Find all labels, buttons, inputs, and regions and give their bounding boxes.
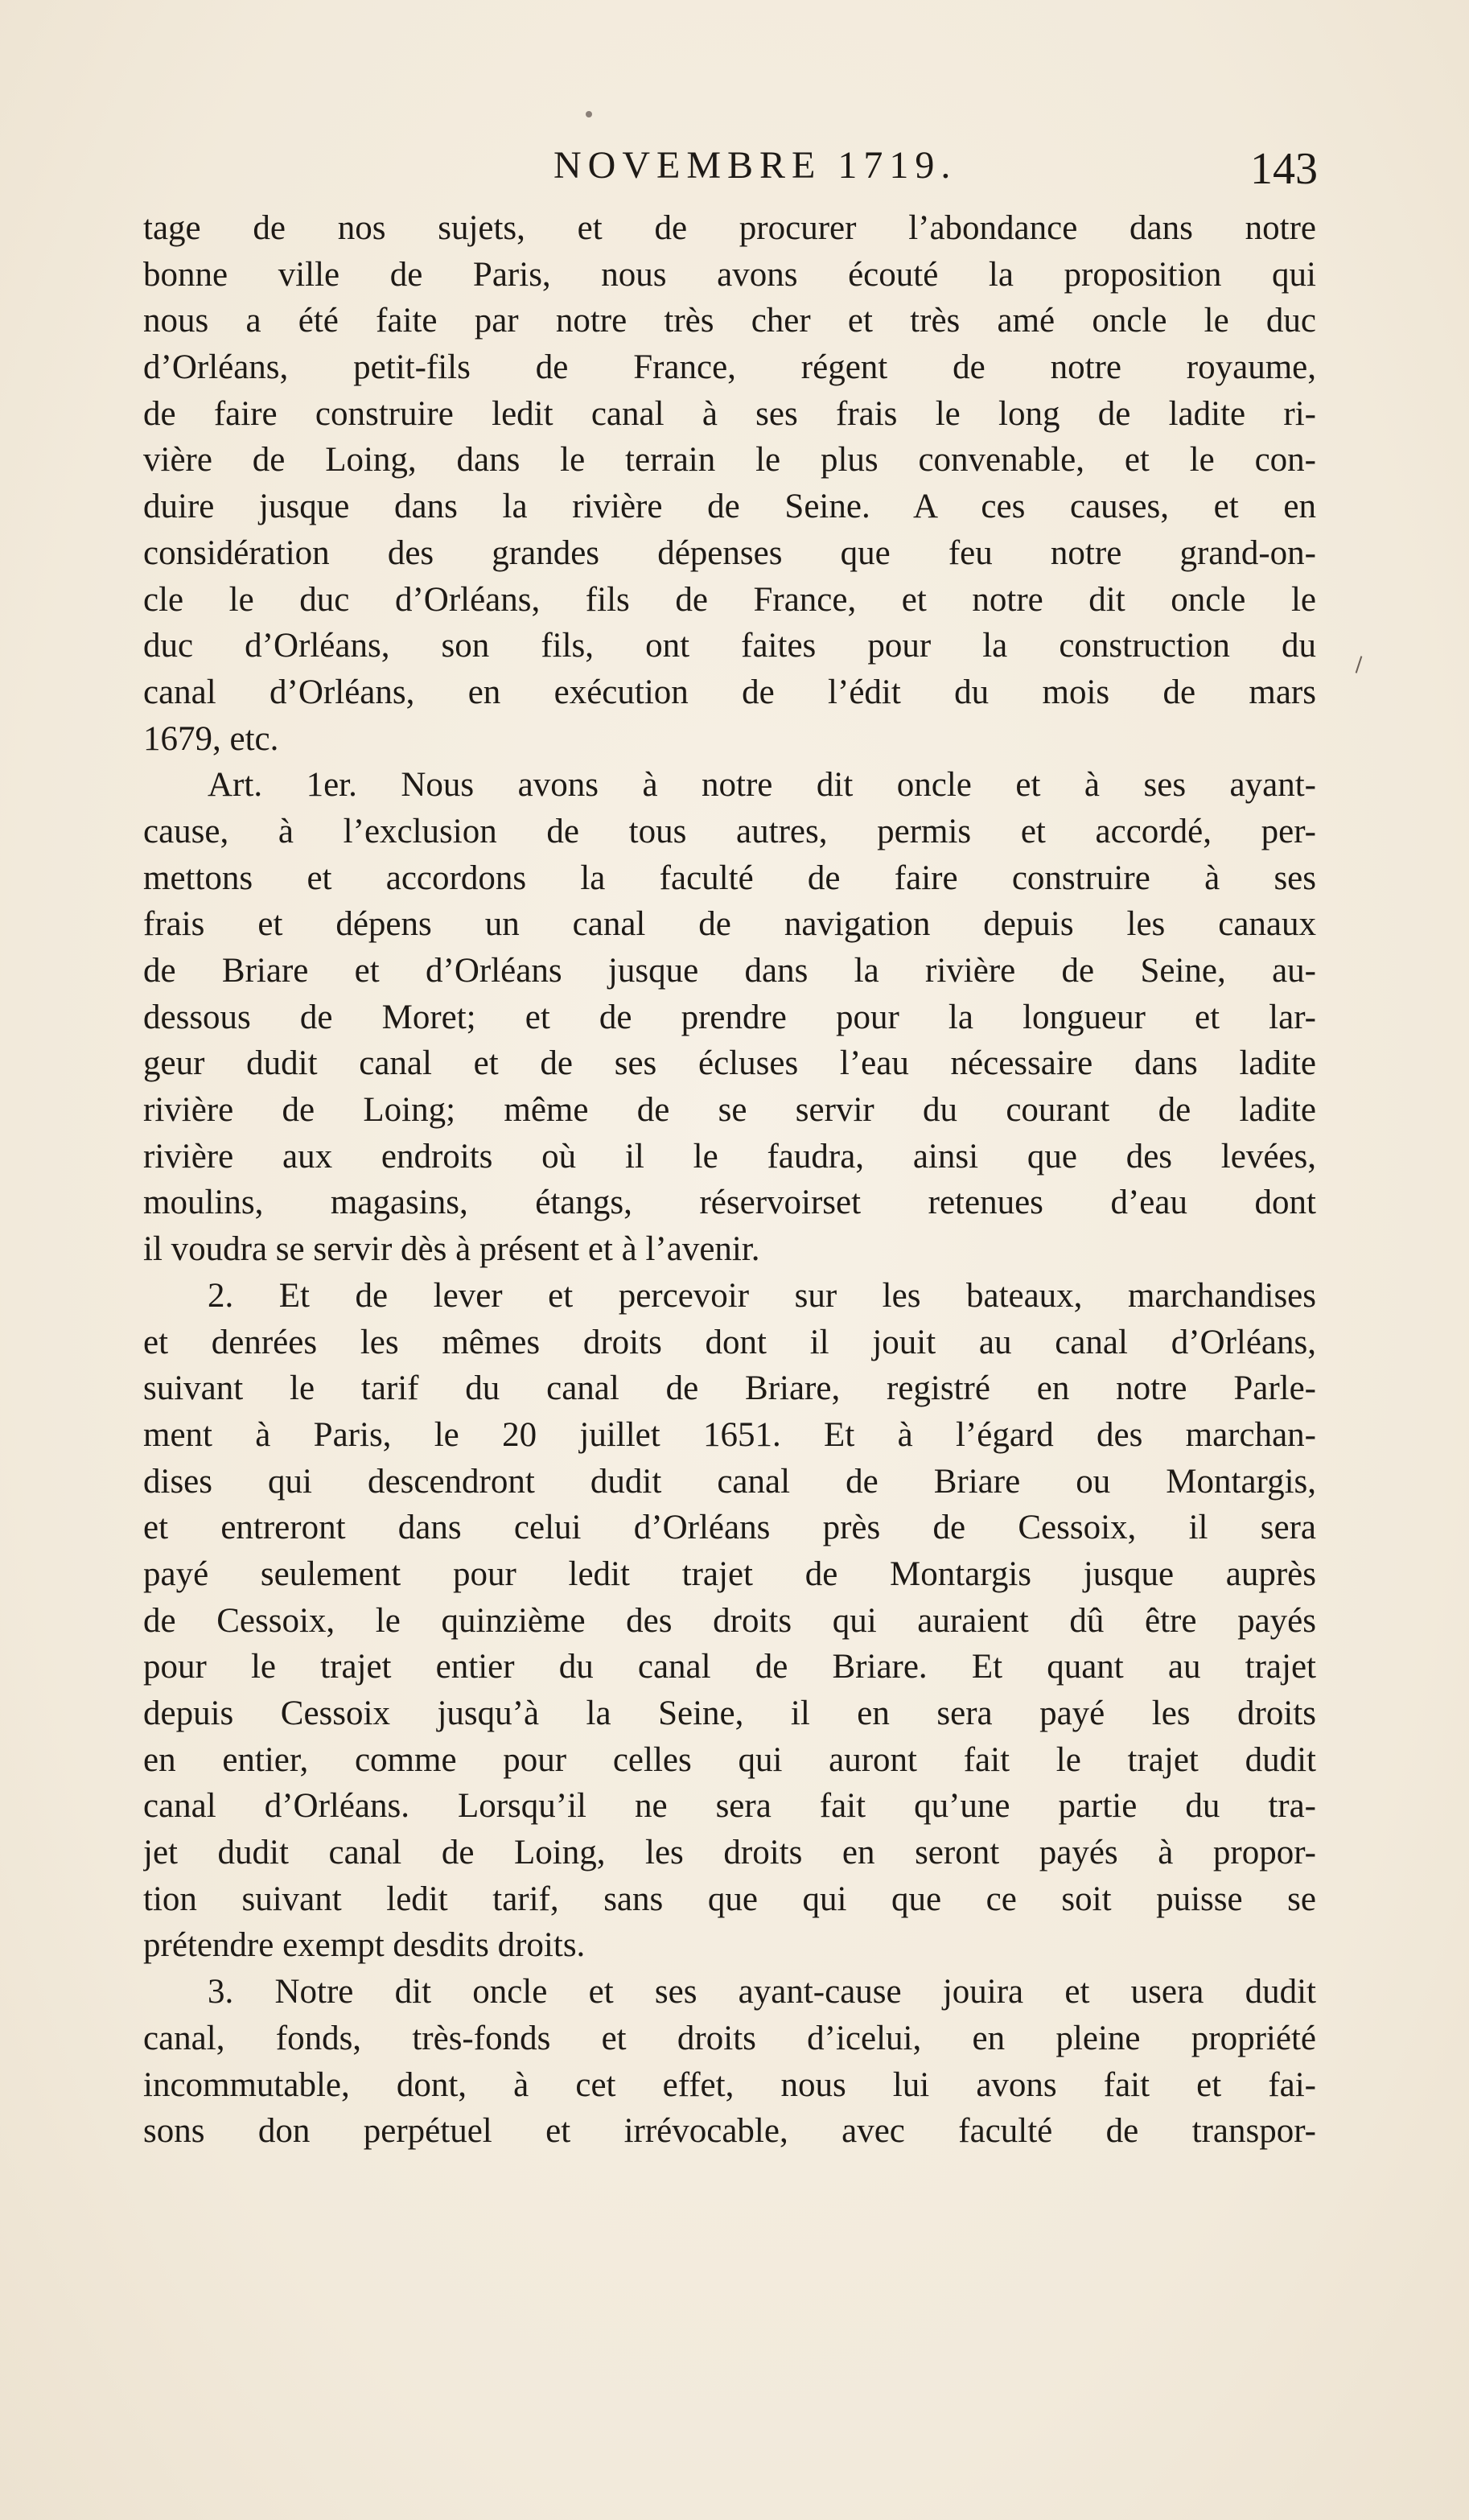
text-line: mettons et accordons la faculté de faire construire à ses <box>143 859 1316 897</box>
text-line: tage de nos sujets, et de procurer l’abondance dans notre <box>143 209 1316 247</box>
text-line: rivière de Loing; même de se servir du courant de ladite <box>143 1091 1316 1130</box>
text-line: cle le duc d’Orléans, fils de France, et notre dit oncle le <box>143 580 1316 619</box>
text-line: duire jusque dans la rivière de Seine. A ces causes, et en <box>143 488 1316 526</box>
text-line: canal d’Orléans. Lorsqu’il ne sera fait qu’une partie du tra- <box>143 1787 1316 1826</box>
text-line: 1679, etc. <box>143 719 279 758</box>
text-line: payé seulement pour ledit trajet de Montargis jusque auprès <box>143 1554 1316 1593</box>
text-line: dises qui descendront dudit canal de Briare ou Montargis, <box>143 1462 1316 1501</box>
text-line: jet dudit canal de Loing, les droits en seront payés à propor- <box>143 1834 1316 1872</box>
text-line: pour le trajet entier du canal de Briare. Et quant au trajet <box>143 1648 1316 1686</box>
page-number: 143 <box>1250 144 1318 194</box>
body-text <box>143 205 1316 2155</box>
text-line: rivière aux endroits où il le faudra, ainsi que des levées, <box>143 1137 1316 1176</box>
text-line: considération des grandes dépenses que feu notre grand-on- <box>143 533 1316 572</box>
running-title: NOVEMBRE 1719. <box>553 144 957 187</box>
text-line: il voudra se servir dès à présent et à l’avenir. <box>143 1230 760 1269</box>
text-line: sons don perpétuel et irrévocable, avec faculté de transpor- <box>143 2112 1316 2151</box>
text-line: en entier, comme pour celles qui auront fait le trajet dudit <box>143 1740 1316 1779</box>
text-line: de Briare et d’Orléans jusque dans la rivière de Seine, au- <box>143 952 1316 990</box>
text-line: duc d’Orléans, son fils, ont faites pour la construction du <box>143 627 1316 665</box>
text-line: d’Orléans, petit-fils de France, régent de notre royaume, <box>143 348 1316 387</box>
article-2-line: 2. Et de lever et percevoir sur les bateaux, marchandises <box>208 1276 1316 1315</box>
page-header <box>143 143 1318 200</box>
text-line: nous a été faite par notre très cher et très amé oncle le duc <box>143 302 1316 340</box>
text-line: dessous de Moret; et de prendre pour la longueur et lar- <box>143 998 1316 1036</box>
ink-dot <box>586 111 592 117</box>
text-line: bonne ville de Paris, nous avons écouté la proposition qui <box>143 255 1316 294</box>
article-3-line: 3. Notre dit oncle et ses ayant-cause jouira et usera dudit <box>208 1973 1316 2011</box>
text-line: de faire construire ledit canal à ses frais le long de ladite ri- <box>143 394 1316 433</box>
article-1-line: Art. 1er. Nous avons à notre dit oncle et à ses ayant- <box>208 766 1316 805</box>
text-line: cause, à l’exclusion de tous autres, permis et accordé, per- <box>143 812 1316 850</box>
text-line: suivant le tarif du canal de Briare, registré en notre Parle- <box>143 1369 1316 1408</box>
text-line: geur dudit canal et de ses écluses l’eau nécessaire dans ladite <box>143 1044 1316 1083</box>
text-line: vière de Loing, dans le terrain le plus convenable, et le con- <box>143 441 1316 480</box>
text-line: tion suivant ledit tarif, sans que qui que ce soit puisse se <box>143 1880 1316 1918</box>
text-line: et entreront dans celui d’Orléans près de Cessoix, il sera <box>143 1509 1316 1547</box>
text-line: canal, fonds, très-fonds et droits d’icelui, en pleine propriété <box>143 2019 1316 2057</box>
text-line: moulins, magasins, étangs, réservoirset retenues d’eau dont <box>143 1184 1316 1222</box>
text-line: canal d’Orléans, en exécution de l’édit du mois de mars <box>143 673 1316 711</box>
text-line: prétendre exempt desdits droits. <box>143 1926 586 1965</box>
text-line: frais et dépens un canal de navigation depuis les canaux <box>143 905 1316 944</box>
text-line: de Cessoix, le quinzième des droits qui auraient dû être payés <box>143 1601 1316 1640</box>
margin-mark <box>1356 656 1363 673</box>
text-line: et denrées les mêmes droits dont il jouit au canal d’Orléans, <box>143 1323 1316 1361</box>
text-line: incommutable, dont, à cet effet, nous lui avons fait et fai- <box>143 2065 1316 2104</box>
text-line: ment à Paris, le 20 juillet 1651. Et à l’égard des marchan- <box>143 1415 1316 1454</box>
text-line: depuis Cessoix jusqu’à la Seine, il en sera payé les droits <box>143 1694 1316 1732</box>
